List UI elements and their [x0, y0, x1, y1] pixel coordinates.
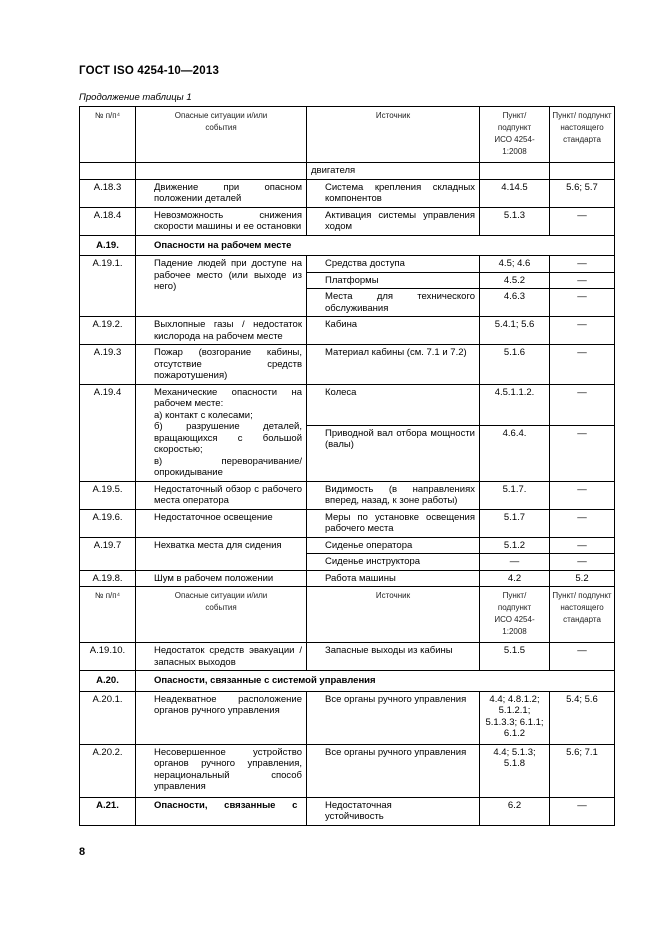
iso-cell: 4.5.1.1.2. — [480, 384, 550, 425]
hazard-table — [79, 106, 615, 826]
std-cell: 5.2 — [550, 570, 615, 587]
group-title: Опасности, связанные с системой управления — [136, 671, 615, 692]
hazard-cell: Шум в рабочем положении — [136, 570, 307, 587]
hazard-cell: Недостаток средств эвакуации / запасных выходов — [136, 643, 307, 671]
group-title: Опасности на рабочем месте — [136, 235, 615, 256]
source-cell: Платформы — [307, 272, 480, 289]
header-hazard: Опасные ситуации и/или события — [136, 107, 307, 163]
iso-cell: 5.1.3 — [480, 207, 550, 235]
source-cell: Видимость (в направлениях вперед, назад, к зоне работы) — [307, 481, 480, 509]
source-cell: Работа машины — [307, 570, 480, 587]
table-row — [80, 537, 615, 554]
iso-cell: 4.4; 5.1.3; 5.1.8 — [480, 744, 550, 797]
iso-cell: 4.6.4. — [480, 425, 550, 481]
std-cell: — — [550, 425, 615, 481]
std-cell: — — [550, 537, 615, 554]
source-cell: Колеса — [307, 384, 480, 425]
num-cell: А.18.3 — [80, 179, 136, 207]
header-source: Источник — [307, 107, 480, 163]
num-cell: А.19.4 — [80, 384, 136, 481]
iso-cell: 5.1.7 — [480, 509, 550, 537]
num-cell: А.18.4 — [80, 207, 136, 235]
table-row — [80, 691, 615, 744]
source-cell: Все органы ручного управления — [307, 691, 480, 744]
page-number: 8 — [79, 846, 86, 858]
source-cell: Материал кабины (см. 7.1 и 7.2) — [307, 345, 480, 385]
num-cell: А.19.5. — [80, 481, 136, 509]
header-iso-clause: Пункт/ подпункт ИСО 4254-1:2008 — [480, 587, 550, 643]
num-cell: А.19.8. — [80, 570, 136, 587]
table-row — [80, 797, 615, 825]
table-header-row-repeat — [80, 587, 615, 643]
iso-cell: 6.2 — [480, 797, 550, 825]
source-cell: Места для технического обслуживания — [307, 289, 480, 317]
iso-cell: 4.4; 4.8.1.2; 5.1.2.1; 5.1.3.3; 6.1.1; 6.1.2 — [480, 691, 550, 744]
source-cell: Сиденье инструктора — [307, 554, 480, 571]
num-cell: А.19.3 — [80, 345, 136, 385]
table-row — [80, 207, 615, 235]
header-std-clause: Пункт/ подпункт настоящего стандарта — [550, 107, 615, 163]
hazard-cell: Неадекватное расположение органов ручного управления — [136, 691, 307, 744]
std-cell: — — [550, 207, 615, 235]
header-num: № п/п⁴ — [80, 587, 136, 643]
source-cell: Сиденье оператора — [307, 537, 480, 554]
iso-cell: 4.2 — [480, 570, 550, 587]
std-cell: — — [550, 509, 615, 537]
source-cell: Средства доступа — [307, 256, 480, 273]
std-cell: — — [550, 554, 615, 571]
num-cell: А.19.2. — [80, 317, 136, 345]
hazard-cell: Опасности, связанные с — [136, 797, 307, 825]
table-row — [80, 179, 615, 207]
hazard-line: Механические опасности на рабочем месте: — [154, 386, 302, 409]
hazard-cell: Несовершенное устройство органов ручного управления, нерациональный способ управления — [136, 744, 307, 797]
num-cell: А.20.2. — [80, 744, 136, 797]
source-cell: Приводной вал отбора мощности (валы) — [307, 425, 480, 481]
std-cell: — — [550, 384, 615, 425]
num-cell: А.21. — [80, 797, 136, 825]
table-row — [80, 384, 615, 425]
iso-cell: 5.4.1; 5.6 — [480, 317, 550, 345]
iso-cell: 4.6.3 — [480, 289, 550, 317]
iso-cell: 4.14.5 — [480, 179, 550, 207]
std-cell: 5.4; 5.6 — [550, 691, 615, 744]
iso-cell: 4.5.2 — [480, 272, 550, 289]
hazard-cell: Недостаточный обзор с рабочего места оператора — [136, 481, 307, 509]
iso-cell: 5.1.5 — [480, 643, 550, 671]
std-cell: 5.6; 7.1 — [550, 744, 615, 797]
std-cell: — — [550, 345, 615, 385]
std-cell: — — [550, 317, 615, 345]
source-cell: Все органы ручного управления — [307, 744, 480, 797]
table-row — [80, 256, 615, 273]
group-num: А.19. — [80, 235, 136, 256]
hazard-line: в) переворачивание/ опрокидывание — [154, 455, 302, 478]
iso-cell: — — [480, 554, 550, 571]
hazard-cell: Выхлопные газы / недостаток кислорода на рабочем месте — [136, 317, 307, 345]
group-row — [80, 235, 615, 256]
num-cell: А.19.6. — [80, 509, 136, 537]
table-row — [80, 481, 615, 509]
table-row — [80, 345, 615, 385]
hazard-cell: Пожар (возгорание кабины, отсутствие средств пожаротушения) — [136, 345, 307, 385]
header-source: Источник — [307, 587, 480, 643]
source-cell: Недостаточная устойчивость — [307, 797, 480, 825]
source-cell: Запасные выходы из кабины — [307, 643, 480, 671]
group-num: А.20. — [80, 671, 136, 692]
header-std-clause: Пункт/ подпункт настоящего стандарта — [550, 587, 615, 643]
hazard-cell: Нехватка места для сидения — [136, 537, 307, 570]
num-cell: А.20.1. — [80, 691, 136, 744]
iso-cell: 5.1.7. — [480, 481, 550, 509]
table-row — [80, 317, 615, 345]
std-cell: — — [550, 481, 615, 509]
source-cell: Меры по установке освещения рабочего места — [307, 509, 480, 537]
source-cell: Кабина — [307, 317, 480, 345]
document-title: ГОСТ ISO 4254-10—2013 — [79, 65, 220, 77]
table-row — [80, 744, 615, 797]
header-num: № п/п⁴ — [80, 107, 136, 163]
std-cell: — — [550, 272, 615, 289]
std-cell: — — [550, 797, 615, 825]
hazard-cell — [136, 384, 307, 481]
table-caption: Продолжение таблицы 1 — [79, 92, 192, 103]
table-header-row — [80, 107, 615, 163]
iso-cell: 5.1.6 — [480, 345, 550, 385]
std-cell: — — [550, 289, 615, 317]
hazard-cell: Недостаточное освещение — [136, 509, 307, 537]
iso-cell: 4.5; 4.6 — [480, 256, 550, 273]
std-cell: — — [550, 256, 615, 273]
num-cell: А.19.1. — [80, 256, 136, 317]
hazard-cell: Падение людей при доступе на рабочее место (или выходе из него) — [136, 256, 307, 317]
table-row — [80, 163, 615, 180]
hazard-line: б) разрушение деталей, вращающихся с большой скоростью; — [154, 421, 302, 455]
hazard-cell: Движение при опасном положении деталей — [136, 179, 307, 207]
header-iso-clause: Пункт/ подпункт ИСО 4254-1:2008 — [480, 107, 550, 163]
table-row — [80, 509, 615, 537]
source-cell: двигателя — [307, 163, 480, 180]
num-cell: А.19.10. — [80, 643, 136, 671]
group-row — [80, 671, 615, 692]
source-cell: Система крепления складных компонентов — [307, 179, 480, 207]
hazard-cell: Невозможность снижения скорости машины и ее остановки — [136, 207, 307, 235]
iso-cell: 5.1.2 — [480, 537, 550, 554]
table-row — [80, 570, 615, 587]
std-cell: — — [550, 643, 615, 671]
table-row — [80, 643, 615, 671]
source-cell: Активация системы управления ходом — [307, 207, 480, 235]
header-hazard: Опасные ситуации и/или события — [136, 587, 307, 643]
std-cell: 5.6; 5.7 — [550, 179, 615, 207]
hazard-line: а) контакт с колесами; — [154, 409, 253, 421]
num-cell: А.19.7 — [80, 537, 136, 570]
